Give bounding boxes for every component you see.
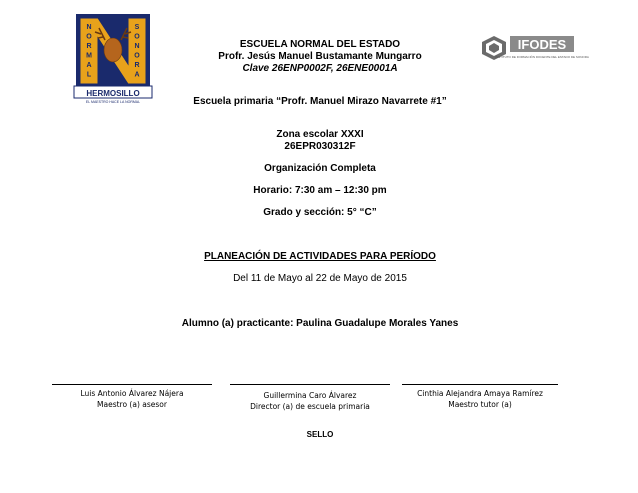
signature-line-tutor [402, 384, 558, 385]
logo-letter-left: L [86, 71, 92, 79]
student-teacher: Alumno (a) practicante: Paulina Guadalupe Morales Yanes [181, 318, 459, 329]
logo-letter-left: N [86, 24, 92, 31]
logo-letter-left: A [86, 62, 92, 69]
logo-city-text: HERMOSILLO [86, 89, 140, 98]
grade-section: Grado y sección: 5° “C” [263, 207, 377, 218]
seal-label: SELLO [306, 430, 334, 439]
logo-letter-right: O [134, 52, 140, 60]
signature-director [220, 390, 400, 412]
signature-tutor [390, 388, 570, 410]
signature-advisor [42, 388, 222, 410]
signature-line-director [230, 384, 390, 385]
logo-letter-right: A [134, 71, 140, 79]
signature-role: Maestro (a) asesor [97, 400, 167, 409]
school-zone: Zona escolar XXXI [276, 129, 364, 140]
signature-name: Guillermina Caro Álvarez [263, 391, 357, 400]
ifodes-brand-text: IFODES [517, 37, 567, 52]
plan-title: PLANEACIÓN DE ACTIVIDADES PARA PERÍODO [204, 251, 436, 262]
signature-role: Director (a) de escuela primaria [250, 402, 370, 411]
logo-letter-left: M [86, 52, 92, 60]
ifodes-caption-text: INSTITUTO DE FORMACIÓN DOCENTE DEL ESTADO DE SONORA [495, 55, 589, 59]
logo-letter-left: O [86, 33, 92, 41]
signature-line-advisor [52, 384, 212, 385]
logo-letter-right: S [134, 24, 140, 31]
logo-letter-right: N [134, 43, 140, 50]
signature-name: Cinthia Alejandra Amaya Ramírez [417, 389, 543, 398]
plan-period: Del 11 de Mayo al 22 de Mayo de 2015 [233, 273, 407, 284]
school-name: ESCUELA NORMAL DEL ESTADO [239, 39, 401, 50]
logo-letter-right: R [134, 62, 140, 69]
primary-school-name: Escuela primaria “Profr. Manuel Mirazo Navarrete #1” [193, 96, 447, 107]
logo-letter-right: O [134, 33, 140, 41]
signature-role: Maestro tutor (a) [448, 400, 512, 409]
logo-caption-text: EL MAESTRO HACE LA NORMAL [85, 100, 141, 104]
ifodes-logo [480, 34, 589, 62]
school-schedule: Horario: 7:30 am – 12:30 pm [253, 185, 387, 196]
school-cct: 26EPR030312F [284, 141, 356, 152]
school-principal-name: Profr. Jesús Manuel Bustamante Mungarro [218, 51, 422, 62]
signature-name: Luis Antonio Álvarez Nájera [80, 389, 184, 398]
normal-school-logo [74, 12, 152, 104]
logo-letter-left: R [86, 43, 92, 50]
school-keys: Clave 26ENP0002F, 26ENE0001A [242, 63, 398, 74]
school-organization: Organización Completa [264, 163, 376, 174]
